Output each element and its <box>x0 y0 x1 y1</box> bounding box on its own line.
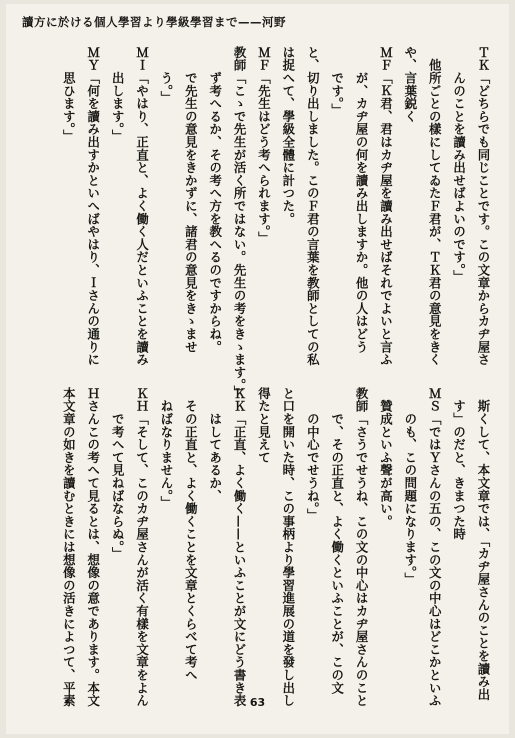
text-column: ねばなりません。」 <box>158 387 174 509</box>
upper-text-block <box>54 46 493 399</box>
text-column: で先生の意見をきかずに、諸君の意見をきゝませ <box>183 46 199 354</box>
text-column: ＭＦ「先生はどう考へられます。」 <box>256 46 272 245</box>
text-column: んのことを讀み出せばよいのです。」 <box>451 46 467 283</box>
text-column: う。」 <box>158 46 174 104</box>
text-column: その正直と、よく働くことを文章とくらべて考へ <box>183 387 199 682</box>
text-column: す」のだと、きまつた時 <box>451 387 467 541</box>
text-column: ず考へるか、その考へ方を教へるのですからね。 <box>207 46 223 354</box>
text-column: ＭＦ「Ｋ君、君はカヂ屋を讀み出せばそれでよいと言ふ <box>378 46 394 366</box>
text-column: で、その正直と、よく働くといふことが、この文 <box>329 387 345 695</box>
text-column: のも、この問題になります。」 <box>402 387 418 586</box>
page-number: 63 <box>249 696 266 709</box>
book-page <box>6 4 509 734</box>
text-column: の中心でせうね。」 <box>305 387 321 522</box>
text-column: 思ひます。」 <box>61 46 77 143</box>
text-column: ＴＫ「どちらでも同じことです。この文章からカヂ屋さ <box>476 46 491 366</box>
text-column: 贊成といふ聲が高い。 <box>378 387 394 528</box>
text-column: です。」 <box>329 46 345 117</box>
text-column: 教師「こゝで先生が活く所ではない。先生の考をきゝます。」 <box>232 46 248 399</box>
text-column: 本文章の如きを讀むときには想像の活きによつて、平素 <box>61 387 77 707</box>
text-column: は捉へて、學級全體に計つた。 <box>280 46 296 226</box>
running-header: 讀方に於ける個人學習より學級學習まで——河野 <box>22 15 286 29</box>
text-column: 得たと見えて <box>256 387 272 464</box>
text-column: ＫＨ「そして、このカヂ屋さんが活く有樣を文章をよん <box>134 387 150 707</box>
text-column: 斯くして、本文章では、「カヂ屋さんのことを讀み出 <box>476 387 491 701</box>
text-column: と口を開いた時、この事柄より學習進展の道を發し出し <box>280 387 296 707</box>
text-column: はしてあるか、 <box>207 387 223 503</box>
text-column: や、言葉鋭く <box>402 46 418 123</box>
text-column: で考へて見ねばならぬ。」 <box>110 387 126 560</box>
text-column: ＫＫ「正直、よく働く——といふことが文にどう書き表 <box>232 387 248 707</box>
text-column: 出します。」 <box>110 46 126 143</box>
text-column: 他所ごとの樣にしてゐたＦ君が、ＴＫ君の意見をきく <box>427 46 443 366</box>
text-column: と、切り出しました。このＦ君の言葉を教師としての私 <box>305 46 321 366</box>
text-column: ＭＹ「何を讀み出すかといへばやはり、Ｉさんの通りに <box>85 46 101 366</box>
text-column: ＭＩ「やはり、正直と、よく働く人だといふことを讀み <box>134 46 150 366</box>
text-column: が、カヂ屋の何を讀み出しますか。他の人はどう <box>354 46 370 354</box>
text-column: 教師「さうでせうね、この文の中心はカヂ屋さんのこと <box>354 387 370 707</box>
text-column: ＭＳ「ではＹさんの五の、この文の中心はどこかといふ <box>427 387 443 707</box>
text-column: Ｈさんこの考へて見るとは、想像の意であります。本文 <box>85 387 101 707</box>
